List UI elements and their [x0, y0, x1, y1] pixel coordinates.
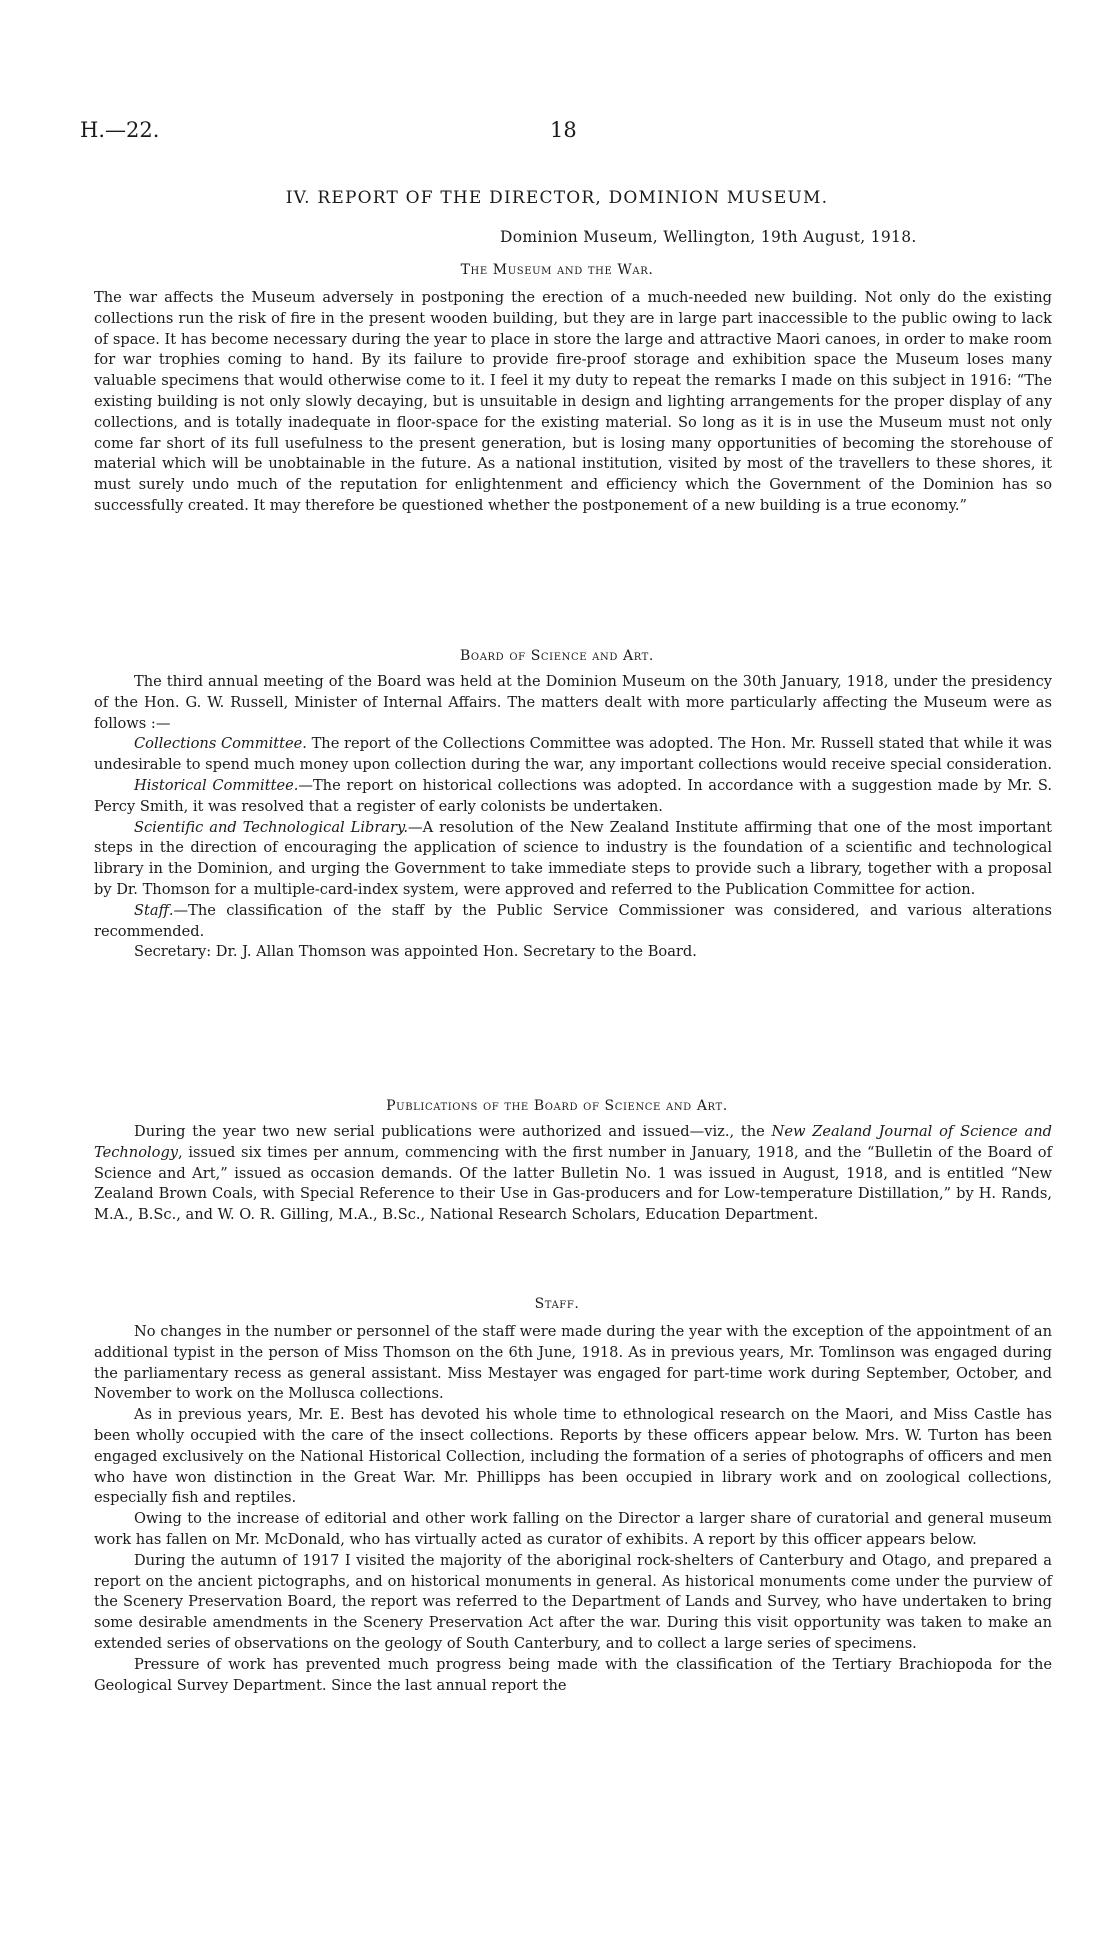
paragraph: Pressure of work has prevented much progress being made with the classification of the Tertiary Brachiopoda for the Geological Survey Department. Since the last annual report the: [94, 1655, 1052, 1694]
dateline: Dominion Museum, Wellington, 19th August, 1918.: [500, 228, 917, 246]
paragraph: [94, 1122, 1052, 1226]
paragraph: [94, 818, 1052, 901]
paragraph: [94, 734, 1052, 776]
paragraph: [94, 776, 1052, 818]
section-heading-board: Board of Science and Art.: [460, 648, 654, 664]
paragraph: The third annual meeting of the Board was held at the Dominion Museum on the 30th January, 1918, under the presidency of the Hon. G. W. Russell, Minister of Internal Affairs. The matters dealt with more particularly affecting the Museum were as follows :—: [94, 673, 1052, 732]
document-code: H.—22.: [80, 118, 160, 142]
paragraph-text: The report of the Collections Committee was adopted. The Hon. Mr. Russell stated that while it was undesirable to spend much money upon collection during the war, any important collections would receive special consideration.: [94, 735, 1052, 774]
paragraph: No changes in the number or personnel of the staff were made during the year with the exception of the appointment of an additional typist in the person of Miss Thomson on the 6th June, 1918. As in previous years, Mr. Tomlinson was engaged during the parliamentary recess as general assistant. Miss Mestayer was engaged for part-time work during September, October, and November to work on the Mollusca collections.: [94, 1323, 1052, 1403]
section-staff: [94, 1322, 1052, 1696]
run-in-heading: Staff.: [134, 901, 174, 919]
report-title: IV. REPORT OF THE DIRECTOR, DOMINION MUSEUM.: [285, 188, 829, 208]
running-head: [80, 118, 1050, 148]
run-in-heading: Collections Committee.: [134, 735, 307, 753]
section-museum-war: [94, 288, 1052, 517]
paragraph-text: —The classification of the staff by the Public Service Commissioner was considered, and various alterations recommended.: [94, 901, 1052, 940]
paragraph: During the autumn of 1917 I visited the majority of the aboriginal rock-shelters of Canterbury and Otago, and prepared a report on the ancient pictographs, and on historical monuments in general. As historical monuments come under the purview of the Scenery Preservation Board, the report was referred to the Department of Lands and Survey, who have undertaken to bring some desirable amendments in the Scenery Preservation Act after the war. During this visit opportunity was taken to make an extended series of observations on the geology of South Canterbury, and to collect a large series of specimens.: [94, 1551, 1052, 1652]
run-in-heading: Historical Committee.: [134, 776, 299, 794]
paragraph-text: During the year two new serial publications were authorized and issued—viz., the: [134, 1123, 772, 1140]
section-heading-museum-war: The Museum and the War.: [460, 262, 654, 278]
section-heading-publications: Publications of the Board of Science and Art.: [386, 1098, 728, 1114]
page-number: 18: [550, 118, 577, 142]
section-heading-staff: Staff.: [534, 1296, 580, 1312]
section-publications: [94, 1122, 1052, 1226]
paragraph-text: —A resolution of the New Zealand Institute affirming that one of the most important steps in the direction of encouraging the application of science to industry is the foundation of a scientific and technological library in the Dominion, and urging the Government to take immediate steps to provide such a library, together with a proposal by Dr. Thomson for a multiple-card-index system, were approved and referred to the Publication Committee for action.: [94, 818, 1052, 898]
paragraph: As in previous years, Mr. E. Best has devoted his whole time to ethnological research on the Maori, and Miss Castle has been wholly occupied with the care of the insect collections. Reports by these officers appear below. Mrs. W. Turton has been engaged exclusively on the National Historical Collection, including the formation of a series of photographs of officers and men who have won distinction in the Great War. Mr. Phillipps has been occupied in library work and on zoological collections, especially fish and reptiles.: [94, 1406, 1052, 1507]
paragraph: Owing to the increase of editorial and other work falling on the Director a larger share of curatorial and general museum work has fallen on Mr. McDonald, who has virtually acted as curator of exhibits. A report by this officer appears below.: [94, 1510, 1052, 1548]
paragraph-text: , issued six times per annum, commencing with the first number in January, 1918, and the “Bulletin of the Board of Science and Art,” issued as occasion demands. Of the latter Bulletin No. 1 was issued in August, 1918, and is entitled “New Zealand Brown Coals, with Special Reference to their Use in Gas-producers and for Low-temperature Distillation,” by H. Rands, M.A., B.Sc., and W. O. R. Gilling, M.A., B.Sc., National Research Scholars, Education Department.: [94, 1143, 1052, 1224]
section-board: [94, 672, 1052, 963]
run-in-heading: Scientific and Technological Library.: [134, 818, 408, 836]
paragraph: Secretary: Dr. J. Allan Thomson was appointed Hon. Secretary to the Board.: [134, 943, 697, 961]
journal-title: New Zealand Journal of Science and Technology: [94, 1123, 1052, 1161]
paragraph: The war affects the Museum adversely in postponing the erection of a much-needed new building. Not only do the existing collections run the risk of fire in the present wooden building, but they are in large part inaccessible to the public owing to lack of space. It has become necessary during the year to place in store the large and attractive Maori canoes, in order to make room for war trophies coming to hand. By its failure to provide fire-proof storage and exhibition space the Museum loses many valuable specimens that would otherwise come to it. I feel it my duty to repeat the remarks I made on this subject in 1916: “The existing building is not only slowly decaying, but is unsuitable in design and lighting arrangements for the proper display of any collections, and is totally inadequate in floor-space for the existing material. So long as it is in use the Museum must not only come far short of its full usefulness to the present generation, but is losing many opportunities of becoming the storehouse of material which will be unobtainable in the future. As a national institution, visited by most of the travellers to these shores, it must surely undo much of the reputation for enlightenment and efficiency which the Government of the Dominion has so successfully created. It may therefore be questioned whether the postponement of a new building is a true economy.”: [94, 289, 1052, 514]
paragraph-text: —The report on historical collections was adopted. In accordance with a suggestion made by Mr. S. Percy Smith, it was resolved that a register of early colonists be undertaken.: [94, 776, 1052, 815]
paragraph: [94, 901, 1052, 943]
